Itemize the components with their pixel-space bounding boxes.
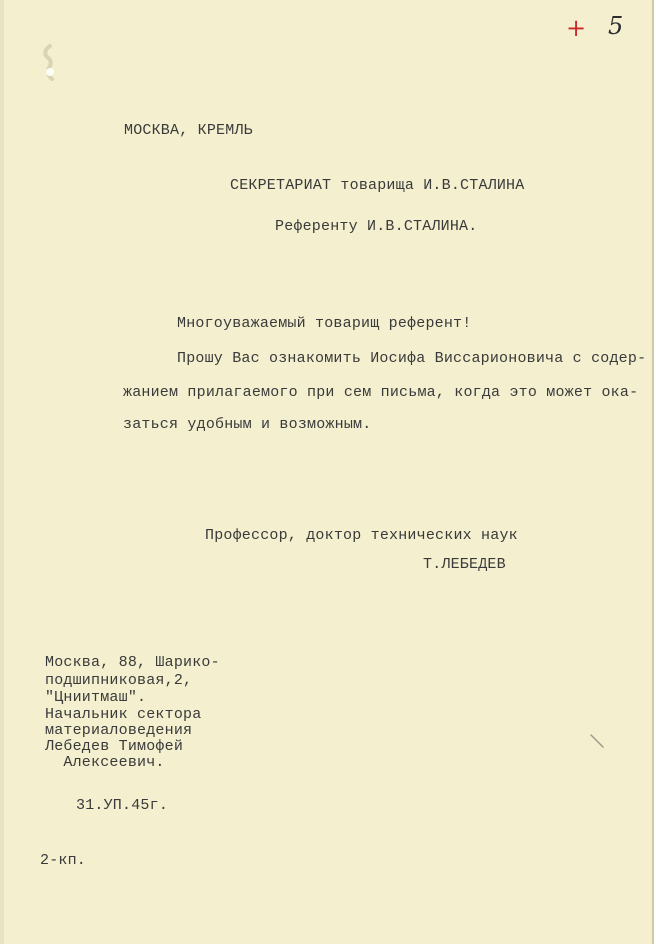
- sender-line-1: Москва, 88, Шарико-: [45, 654, 220, 671]
- page-number: 5: [608, 12, 624, 40]
- location-line: МОСКВА, КРЕМЛЬ: [124, 122, 253, 139]
- pencil-tick-mark: [588, 732, 606, 750]
- date: 31.УП.45г.: [76, 797, 169, 814]
- sender-line-4: Начальник сектора: [45, 706, 202, 723]
- sender-line-5: материаловедения: [45, 722, 193, 739]
- recipient-line-2: Референту И.В.СТАЛИНА.: [275, 218, 478, 235]
- sender-line-3: "Цниитмаш".: [45, 689, 147, 706]
- salutation: Многоуважаемый товарищ референт!: [177, 315, 472, 332]
- recipient-line-1: СЕКРЕТАРИАТ товарища И.В.СТАЛИНА: [230, 177, 525, 194]
- sender-line-6: Лебедев Тимофей: [45, 738, 184, 755]
- body-line-3: заться удобным и возможным.: [123, 416, 372, 433]
- body-line-2: жанием прилагаемого при сем письма, когда это может ока-: [123, 384, 639, 401]
- punch-hole-mark: [42, 44, 58, 82]
- body-line-1: Прошу Вас ознакомить Иосифа Виссарионовича с содер-: [177, 350, 647, 367]
- sender-line-2: подшипниковая,2,: [45, 672, 193, 689]
- signature-title: Профессор, доктор технических наук: [205, 527, 518, 544]
- sender-line-7: Алексеевич.: [45, 754, 165, 771]
- scan-edge: [0, 0, 4, 944]
- copies-note: 2-кп.: [40, 852, 87, 869]
- signature-name: Т.ЛЕБЕДЕВ: [423, 556, 506, 573]
- red-handwritten-mark: +: [566, 14, 587, 42]
